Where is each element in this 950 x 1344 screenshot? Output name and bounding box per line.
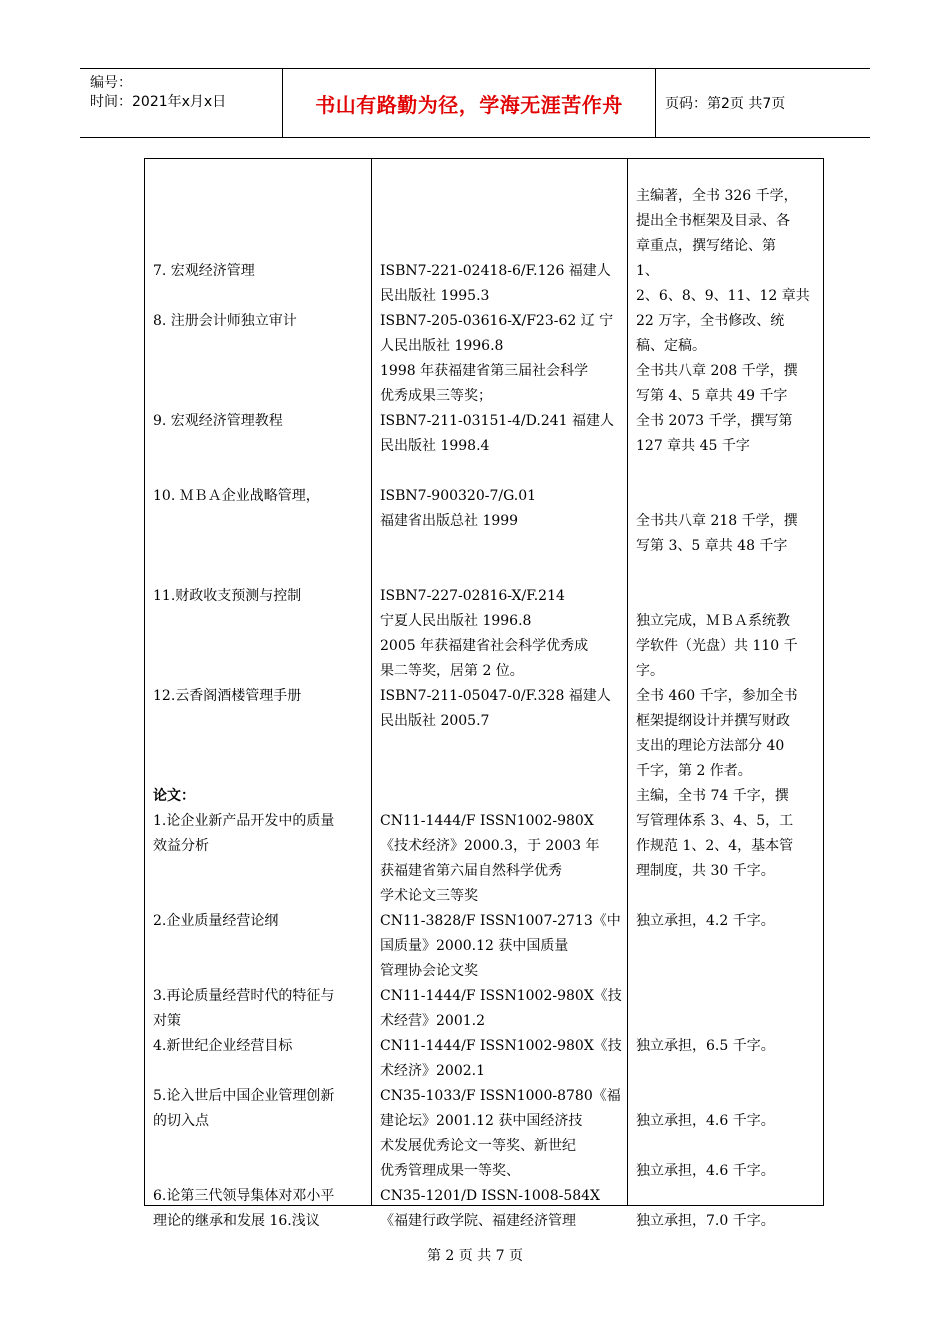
title-line	[153, 434, 367, 459]
contribution-line: 22 万字，全书修改、统	[636, 313, 785, 329]
contribution-line: 主编著，全书 326 千学，	[636, 188, 798, 204]
publisher-line	[380, 759, 626, 784]
title-line	[153, 759, 367, 784]
contribution-line	[636, 1084, 818, 1109]
publisher-line: 术经济》2002.1	[380, 1063, 485, 1079]
publisher-line: 学术论文三等奖	[380, 888, 478, 904]
title-line: 1.论企业新产品开发中的质量	[153, 813, 335, 829]
contribution-line: 作规范 1、2、4，基本管	[636, 838, 794, 854]
publisher-line: ISBN7-211-03151-4/D.241 福建人	[380, 413, 614, 429]
contribution-line	[636, 484, 818, 509]
publisher-line: 国质量》2000.12 获中国质量	[380, 938, 569, 954]
publisher-line: ISBN7-221-02418-6/F.126 福建人	[380, 263, 611, 279]
publisher-line: 1998 年获福建省第三届社会科学	[380, 363, 589, 379]
publisher-line: CN35-1033/F ISSN1000-8780《福	[380, 1088, 621, 1104]
title-line	[153, 359, 367, 384]
publisher-line	[380, 159, 626, 184]
contribution-line	[636, 584, 818, 609]
title-line: 理论的继承和发展 16.浅议	[153, 1213, 320, 1229]
contribution-line: 全书 460 千字，参加全书	[636, 688, 798, 704]
time-label: 时间：2021年x月x日	[90, 94, 227, 110]
contribution-line: 1、	[636, 263, 659, 279]
contribution-line: 千字，第 2 作者。	[636, 763, 752, 779]
page-footer: 第 2 页 共 7 页	[426, 1248, 524, 1264]
header-motto: 书山有路勤为径，学海无涯苦作舟	[282, 69, 656, 137]
contribution-line	[636, 1059, 818, 1084]
contribution-line	[636, 1184, 818, 1209]
title-line: 对策	[153, 1013, 181, 1029]
title-line	[153, 509, 367, 534]
number-label: 编号：	[90, 75, 132, 91]
contribution-line: 章重点，撰写绪论、第	[636, 238, 776, 254]
contribution-line: 独立承担，7.0 千字。	[636, 1213, 775, 1229]
publisher-line	[380, 534, 626, 559]
contribution-line: 写第 4、5 章共 49 千字	[636, 388, 788, 404]
publisher-line: ISBN7-900320-7/G.01	[380, 488, 537, 504]
contribution-line	[636, 934, 818, 959]
publisher-line	[380, 734, 626, 759]
contribution-line: 独立承担，4.6 千字。	[636, 1113, 775, 1129]
publisher-column	[380, 159, 626, 1234]
title-line: 6.论第三代领导集体对邓小平	[153, 1188, 335, 1204]
title-line	[153, 634, 367, 659]
title-line	[153, 384, 367, 409]
title-line: 12.云香阁酒楼管理手册	[153, 688, 302, 704]
contribution-line	[636, 884, 818, 909]
title-line: 4.新世纪企业经营目标	[153, 1038, 293, 1054]
title-line: 8. 注册会计师独立审计	[153, 313, 297, 329]
contribution-line	[636, 459, 818, 484]
contribution-line: 独立承担，4.6 千字。	[636, 1163, 775, 1179]
contribution-line: 写第 3、5 章共 48 千字	[636, 538, 788, 554]
contribution-line: 字。	[636, 663, 664, 679]
publisher-line	[380, 209, 626, 234]
publisher-line	[380, 234, 626, 259]
title-line: 的切入点	[153, 1113, 209, 1129]
contribution-line: 全书共八章 218 千学，撰	[636, 513, 798, 529]
contribution-line: 写管理体系 3、4、5，工	[636, 813, 794, 829]
contribution-line: 2、6、8、9、11、12 章共	[636, 288, 810, 304]
publisher-line	[380, 784, 626, 809]
title-line: 7. 宏观经济管理	[153, 263, 255, 279]
publisher-line: CN11-1444/F ISSN1002-980X	[380, 813, 594, 829]
contribution-line	[636, 1134, 818, 1159]
publisher-line: 福建省出版总社 1999	[380, 513, 519, 529]
title-line	[153, 959, 367, 984]
contribution-line	[636, 959, 818, 984]
publisher-line: ISBN7-205-03616-X/F23-62 辽 宁	[380, 313, 614, 329]
publisher-line: 人民出版社 1996.8	[380, 338, 504, 354]
contribution-line: 独立完成，ＭＢＡ系统教	[636, 613, 790, 629]
title-line: 2.企业质量经营论纲	[153, 913, 279, 929]
title-line: 5.论入世后中国企业管理创新	[153, 1088, 335, 1104]
contribution-line: 学软件（光盘）共 110 千	[636, 638, 798, 654]
publisher-line: CN11-1444/F ISSN1002-980X《技	[380, 1038, 622, 1054]
title-line	[153, 734, 367, 759]
title-line	[153, 659, 367, 684]
contribution-line: 主编，全书 74 千字，撰	[636, 788, 789, 804]
title-line	[153, 934, 367, 959]
publisher-line: 获福建省第六届自然科学优秀	[380, 863, 562, 879]
contribution-line: 全书 2073 千学，撰写第	[636, 413, 793, 429]
header-page-code: 页码：第2页 共7页	[665, 96, 786, 112]
title-line	[153, 459, 367, 484]
title-line	[153, 184, 367, 209]
title-line	[153, 209, 367, 234]
publisher-line: CN11-1444/F ISSN1002-980X《技	[380, 988, 622, 1004]
title-line	[153, 1134, 367, 1159]
publisher-line	[380, 559, 626, 584]
publisher-line	[380, 184, 626, 209]
publisher-line: 民出版社 2005.7	[380, 713, 490, 729]
contribution-line	[636, 1009, 818, 1034]
table-divider-1	[371, 159, 372, 1205]
publisher-line	[380, 459, 626, 484]
title-line	[153, 284, 367, 309]
publisher-line: 管理协会论文奖	[380, 963, 478, 979]
contribution-line: 框架提纲设计并撰写财政	[636, 713, 790, 729]
title-line: 9. 宏观经济管理教程	[153, 413, 283, 429]
title-line: 10. ＭＢＡ企业战略管理，	[153, 488, 320, 504]
contribution-line: 支出的理论方法部分 40	[636, 738, 785, 754]
title-line	[153, 334, 367, 359]
publisher-line: CN35-1201/D ISSN-1008-584X	[380, 1188, 601, 1204]
table-divider-2	[627, 159, 628, 1205]
contribution-line: 提出全书框架及目录、各	[636, 213, 790, 229]
title-line	[153, 1059, 367, 1084]
publisher-line: 宁夏人民出版社 1996.8	[380, 613, 532, 629]
publication-table	[144, 158, 824, 1229]
title-line	[153, 534, 367, 559]
title-line	[153, 559, 367, 584]
contribution-line	[636, 159, 818, 184]
contribution-line: 全书共八章 208 千学，撰	[636, 363, 798, 379]
publisher-line: CN11-3828/F ISSN1007-2713《中	[380, 913, 621, 929]
title-line	[153, 859, 367, 884]
publisher-line: 果二等奖，居第 2 位。	[380, 663, 524, 679]
title-line	[153, 1159, 367, 1184]
publisher-line: 术经营》2001.2	[380, 1013, 485, 1029]
publisher-line: 优秀成果三等奖；	[380, 388, 492, 404]
title-column	[153, 159, 367, 1234]
publisher-line: 术发展优秀论文一等奖、新世纪	[380, 1138, 576, 1154]
contribution-line: 独立承担，6.5 千字。	[636, 1038, 775, 1054]
publisher-line: 优秀管理成果一等奖、	[380, 1163, 520, 1179]
title-line	[153, 234, 367, 259]
page-header	[80, 68, 870, 138]
contribution-line	[636, 984, 818, 1009]
header-left-cell	[80, 69, 282, 137]
contribution-line: 独立承担，4.2 千字。	[636, 913, 775, 929]
publisher-line: 民出版社 1995.3	[380, 288, 490, 304]
publisher-line: 2005 年获福建省社会科学优秀成	[380, 638, 589, 654]
title-line	[153, 709, 367, 734]
publisher-line: ISBN7-227-02816-X/F.214	[380, 588, 565, 604]
contribution-line: 127 章共 45 千字	[636, 438, 750, 454]
contribution-column	[636, 159, 818, 1259]
publisher-line: 《技术经济》2000.3，于 2003 年	[380, 838, 600, 854]
table-border-right	[823, 159, 824, 1205]
title-line	[153, 884, 367, 909]
title-line: 3.再论质量经营时代的特征与	[153, 988, 335, 1004]
contribution-line: 理制度，共 30 千字。	[636, 863, 775, 879]
title-line: 论文：	[153, 788, 195, 804]
title-line	[153, 159, 367, 184]
publisher-line: 建论坛》2001.12 获中国经济技	[380, 1113, 583, 1129]
contribution-line: 稿、定稿。	[636, 338, 706, 354]
title-line: 11.财政收支预测与控制	[153, 588, 302, 604]
publisher-line: 民出版社 1998.4	[380, 438, 490, 454]
publisher-line: ISBN7-211-05047-0/F.328 福建人	[380, 688, 611, 704]
table-border-left	[144, 159, 145, 1205]
publisher-line: 《福建行政学院、福建经济管理	[380, 1213, 576, 1229]
title-line	[153, 609, 367, 634]
title-line: 效益分析	[153, 838, 209, 854]
contribution-line	[636, 559, 818, 584]
